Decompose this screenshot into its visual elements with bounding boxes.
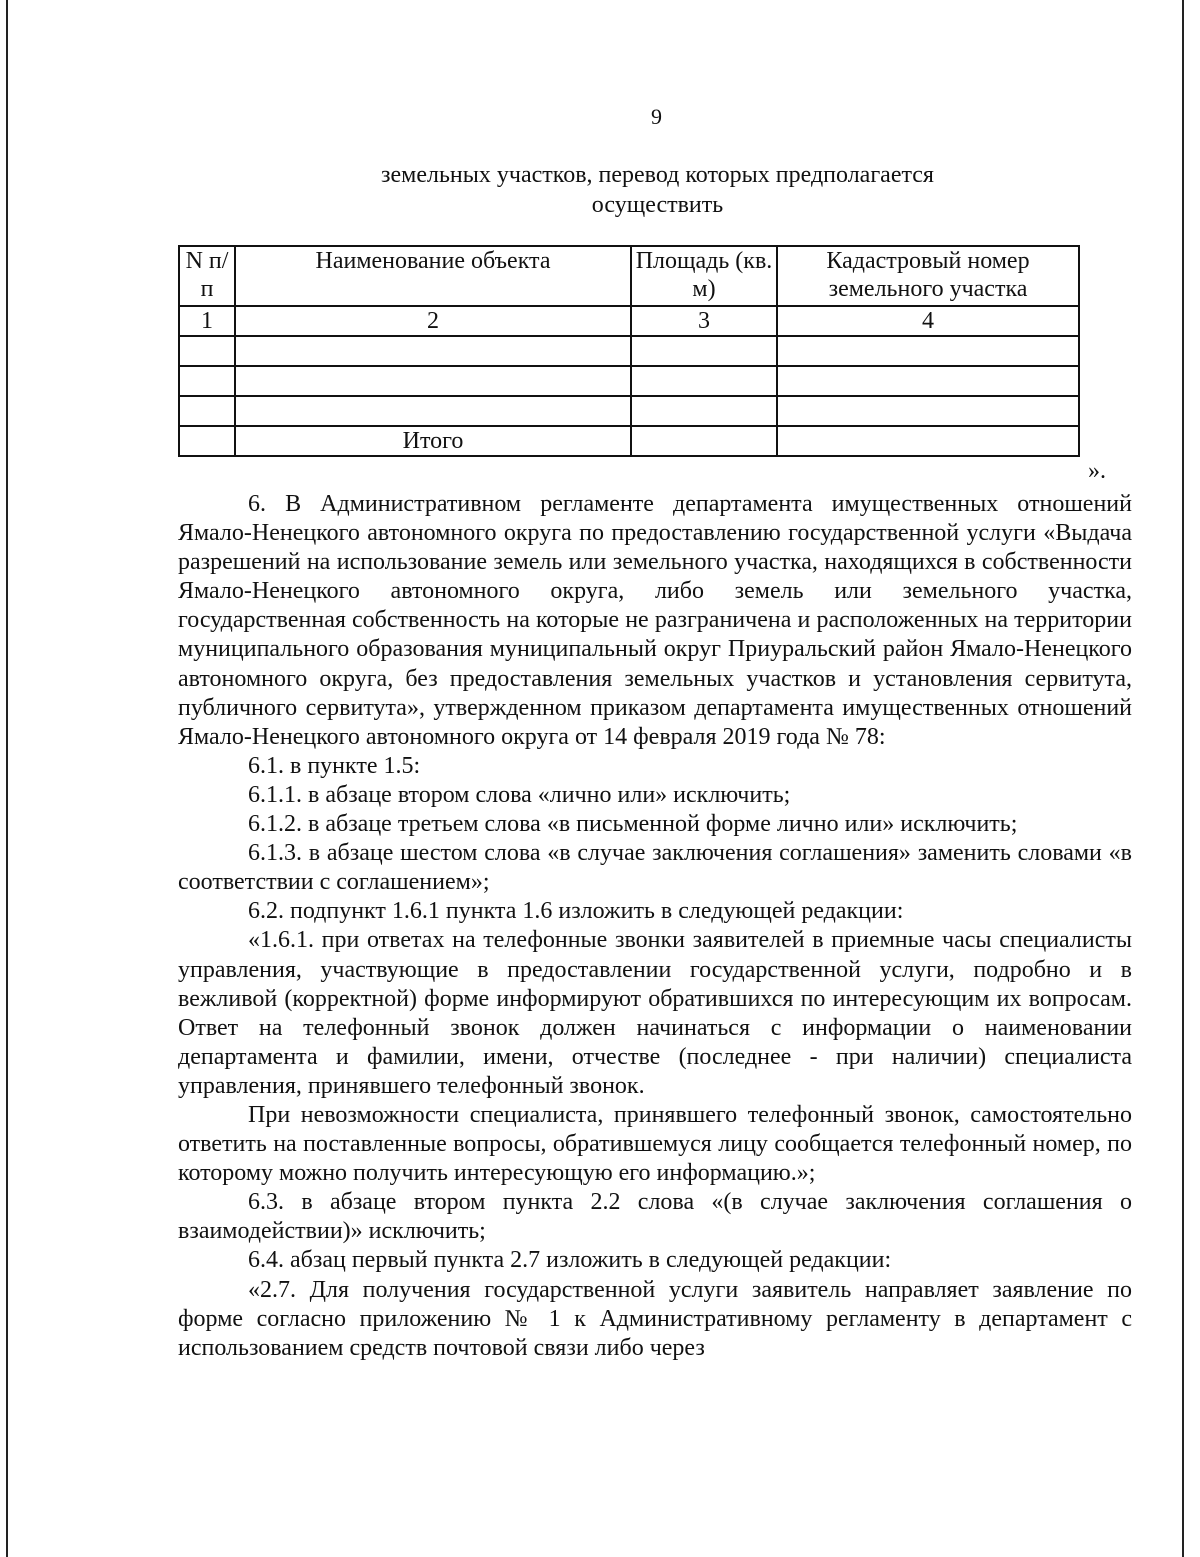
table-caption-line-2: осуществить bbox=[591, 192, 724, 218]
table-row bbox=[179, 396, 1079, 426]
table-cell bbox=[179, 336, 235, 366]
table-header-row bbox=[179, 246, 1079, 306]
table-caption-line-1: земельных участков, перевод которых предполагается bbox=[381, 162, 934, 188]
table-total-row bbox=[179, 426, 1079, 456]
paragraph: «2.7. Для получения государственной услуги заявитель направляет заявление по форме согласно приложению № 1 к Административному регламенту в департамент с использованием средств почтовой связи либо через bbox=[178, 1276, 1132, 1361]
table-cell bbox=[179, 366, 235, 396]
paragraph: 6.1.2. в абзаце третьем слова «в письменной форме лично или» исключить; bbox=[248, 811, 1018, 838]
scan-edge-right bbox=[1182, 0, 1184, 1557]
header-cadastral-number: Кадастровый номер земельного участка bbox=[777, 246, 1079, 306]
column-number: 2 bbox=[235, 306, 631, 336]
paragraph: 6.1.1. в абзаце втором слова «лично или» исключить; bbox=[248, 781, 791, 808]
table-row bbox=[179, 366, 1079, 396]
scan-edge-left bbox=[6, 0, 8, 1557]
table-cell bbox=[631, 366, 777, 396]
closing-quote: ». bbox=[1088, 458, 1106, 484]
table-caption bbox=[300, 160, 1015, 220]
table-cell bbox=[777, 426, 1079, 456]
table-column-numbers-row bbox=[179, 306, 1079, 336]
column-number: 4 bbox=[777, 306, 1079, 336]
paragraph: 6.3. в абзаце втором пункта 2.2 слова «(в случае заключения соглашения о взаимодействии)» исключить; bbox=[178, 1189, 1132, 1245]
paragraph: При невозможности специалиста, принявшего телефонный звонок, самостоятельно ответить на поставленные вопросы, обратившемуся лицу сообщается телефонный номер, по которому можно получить интересующую его информацию.»; bbox=[178, 1101, 1132, 1187]
total-label: Итого bbox=[235, 426, 631, 456]
page-number: 9 bbox=[651, 104, 662, 129]
header-area: Площадь (кв. м) bbox=[631, 246, 777, 306]
paragraph: 6.1.3. в абзаце шестом слова «в случае заключения соглашения» заменить словами «в соответствии с соглашением»; bbox=[178, 840, 1132, 896]
table-cell bbox=[631, 396, 777, 426]
paragraph: 6.2. подпункт 1.6.1 пункта 1.6 изложить в следующей редакции: bbox=[248, 898, 904, 925]
column-number: 3 bbox=[631, 306, 777, 336]
table-cell bbox=[777, 366, 1079, 396]
document-body bbox=[178, 490, 1132, 1363]
table-cell bbox=[235, 366, 631, 396]
paragraph: 6.4. абзац первый пункта 2.7 изложить в следующей редакции: bbox=[248, 1247, 892, 1274]
table-row bbox=[179, 336, 1079, 366]
column-number: 1 bbox=[179, 306, 235, 336]
table-cell bbox=[179, 396, 235, 426]
header-object-name: Наименование объекта bbox=[235, 246, 631, 306]
table-cell bbox=[235, 396, 631, 426]
table-cell bbox=[777, 396, 1079, 426]
table-cell bbox=[631, 426, 777, 456]
paragraph: 6. В Административном регламенте департамента имущественных отношений Ямало-Ненецкого автономного округа по предоставлению государственной услуги «Выдача разрешений на использование земель или земельного участка, находящихся в собственности Ямало-Ненецкого автономного округа, либо земель или земельного участка, государственная собственность на которые не разграничена и расположенных на территории муниципального образования муниципальный округ Приуральский район Ямало-Ненецкого автономного округа, без предоставления земельных участков и установления сервитута, публичного сервитута», утвержденном приказом департамента имущественных отношений Ямало-Ненецкого автономного округа от 14 февраля 2019 года № 78: bbox=[178, 491, 1132, 750]
table-cell bbox=[179, 426, 235, 456]
table-cell bbox=[235, 336, 631, 366]
table-cell bbox=[631, 336, 777, 366]
table-cell bbox=[777, 336, 1079, 366]
paragraph: «1.6.1. при ответах на телефонные звонки заявителей в приемные часы специалисты управления, участвующие в предоставлении государственной услуги, подробно и в вежливой (корректной) форме информируют обратившихся по интересующим их вопросам. Ответ на телефонный звонок должен начинаться с информации о наименовании департамента и фамилии, имени, отчестве (последнее - при наличии) специалиста управления, принявшего телефонный звонок. bbox=[178, 927, 1132, 1099]
paragraph: 6.1. в пункте 1.5: bbox=[248, 752, 421, 779]
header-number: N п/п bbox=[179, 246, 235, 306]
objects-table bbox=[178, 245, 1080, 457]
